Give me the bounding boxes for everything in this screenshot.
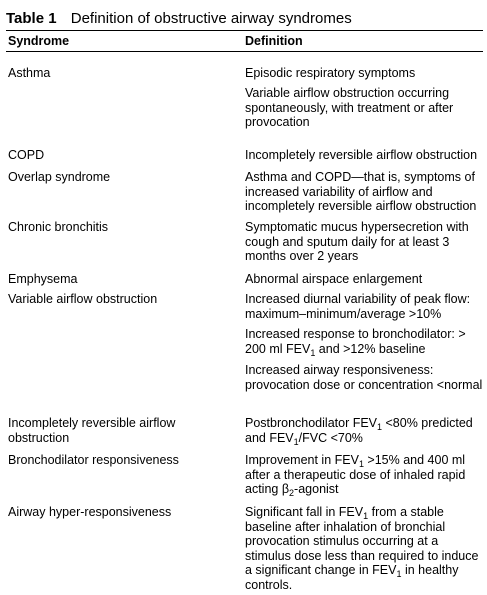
table-row: [6, 453, 483, 497]
definition-text: Abnormal airspace enlargement: [245, 272, 423, 286]
definition-cell: [245, 505, 483, 592]
table-row: [6, 220, 483, 264]
table-header: [6, 31, 483, 51]
definition-cell: [245, 170, 483, 214]
table-row: [6, 272, 483, 287]
definition-cell: [245, 272, 483, 287]
definition-text: Symptomatic mucus hypersecretion with cough and sputum daily for at least 3 months over 2 years: [245, 220, 469, 263]
table-row: [6, 148, 483, 163]
definition-text: Improvement in $FEV_1 >15\%$ and 400 ml after a therapeutic dose of inhaled rapid acting $\beta_2$-agonist: [245, 453, 466, 498]
table-row: [6, 66, 483, 129]
definition-text: Increased response to bronchodilator: > 200 ml $FEV_1$ and >12% baseline: [245, 327, 466, 358]
definition-text: Incompletely reversible airflow obstruction: [245, 148, 478, 162]
definition-text: Episodic respiratory symptoms: [245, 66, 416, 80]
definition-cell: [245, 453, 483, 497]
syndrome-column-header: Syndrome: [8, 34, 70, 48]
syndrome-cell: Asthma: [8, 66, 51, 80]
syndrome-cell: Variable airflow obstruction: [8, 292, 158, 306]
definition-table: [6, 10, 483, 592]
definition-text: Asthma and COPD—that is, symptoms of increased variability of airflow and incompletely reversible airflow obstruction: [245, 170, 477, 213]
definition-text: Postbronchodilator $FEV_1 <80\%$ predicted and $FEV_1$/FVC <70%: [245, 416, 473, 447]
syndrome-cell: Incompletely reversible airflow obstruction: [8, 416, 176, 445]
definition-text: Increased airway responsiveness: provocation dose or concentration <normal: [245, 363, 483, 392]
definition-cell: [245, 416, 483, 445]
definition-text: Significant fall in $FEV_1$ from a stable baseline after inhalation of bronchial provocation stimulus occurring at a stimulus dose less than required to induce a significant change in $FEV_1$ in healthy controls.: [245, 505, 479, 592]
syndrome-cell: Bronchodilator responsiveness: [8, 453, 179, 467]
definition-column-header: Definition: [245, 34, 303, 48]
table-title: Definition of obstructive airway syndromes: [70, 10, 352, 27]
syndrome-cell: COPD: [8, 148, 45, 162]
syndrome-cell: Emphysema: [8, 272, 78, 286]
definition-cell: [245, 292, 483, 392]
table-row: [6, 170, 483, 214]
definition-cell: [245, 220, 483, 264]
table-caption: [6, 10, 483, 30]
table-row: [6, 292, 483, 392]
table-row: [6, 505, 483, 592]
syndrome-cell: Airway hyper-responsiveness: [8, 505, 172, 519]
syndrome-cell: Overlap syndrome: [8, 170, 111, 184]
definition-cell: [245, 148, 483, 163]
table-number: Table 1: [6, 10, 57, 27]
definition-text: Variable airflow obstruction occurring spontaneously, with treatment or after provocation: [245, 86, 454, 129]
header-rule: [6, 51, 483, 52]
definition-text: Increased diurnal variability of peak flow: maximum–minimum/average >10%: [245, 292, 471, 321]
definition-cell: [245, 66, 483, 129]
syndrome-cell: Chronic bronchitis: [8, 220, 109, 234]
table-row: [6, 416, 483, 445]
